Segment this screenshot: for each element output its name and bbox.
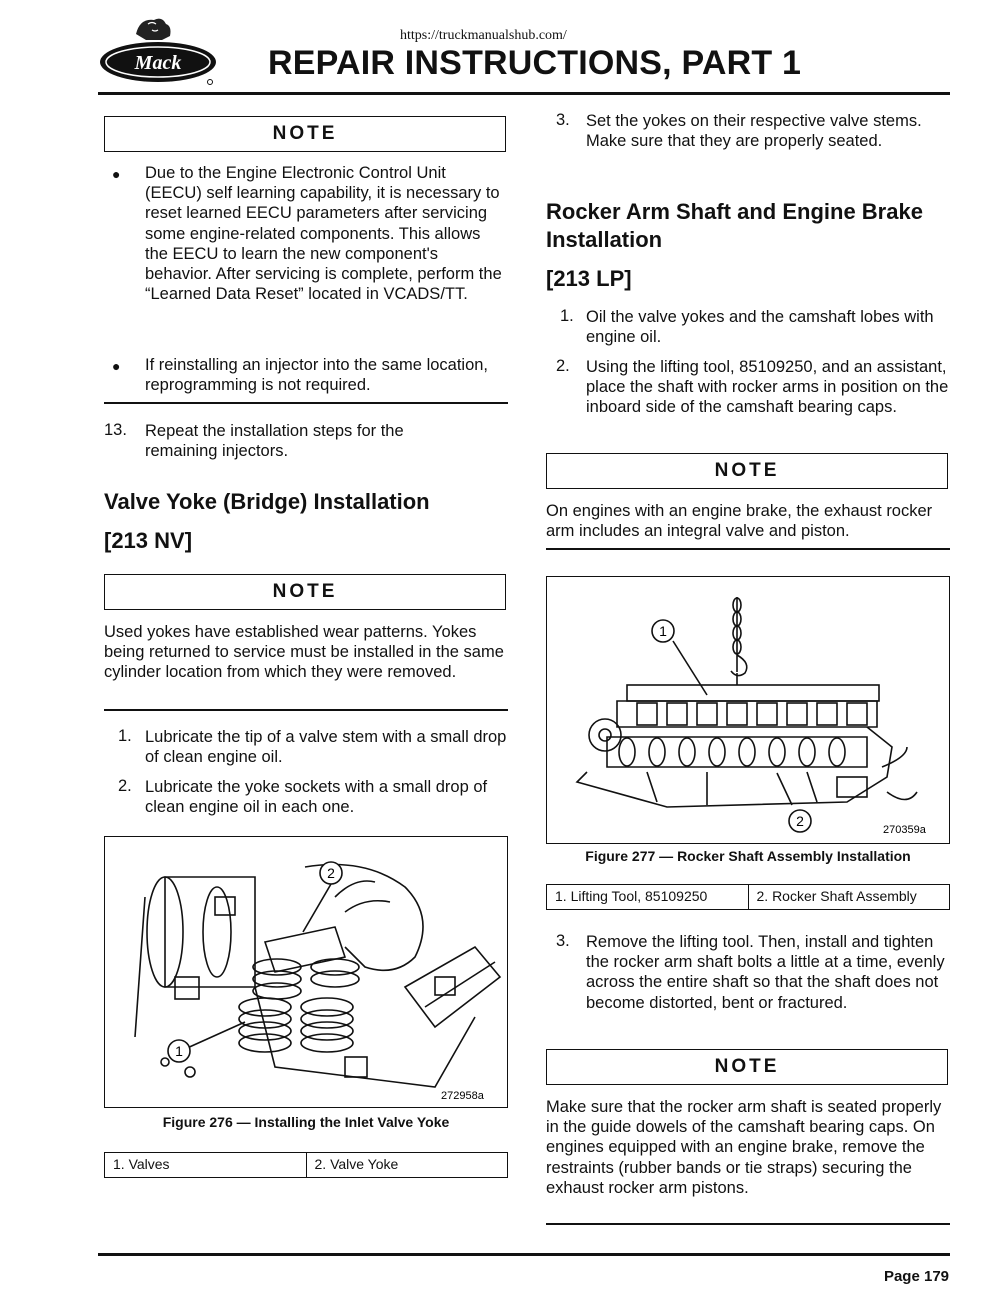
step-number: 2. <box>556 357 570 375</box>
figure-276-caption: Figure 276 — Installing the Inlet Valve Yoke <box>162 1114 450 1130</box>
note-end-rule <box>104 709 508 711</box>
footer-rule <box>98 1253 950 1256</box>
callout-2: 2 <box>796 813 804 829</box>
figure-277-illustration <box>546 576 950 844</box>
figure-276-illustration <box>104 836 508 1108</box>
note-text-yokes: Used yokes have established wear patterns. Yokes being returned to service must be installed in the same cylinder location from which they were removed. <box>104 623 504 682</box>
callout-1: 1 <box>175 1043 183 1059</box>
note-bullet-1: Due to the Engine Electronic Control Unit (EECU) self learning capability, it is necessary to reset learned EECU parameters after servicing some engine-related components. This allows the EECU to learn the new component's behavior. After servicing is complete, perform the “Learned Data Reset” located in VCADS/TT. <box>145 164 502 304</box>
figure-277-caption: Figure 277 — Rocker Shaft Assembly Installation <box>585 848 911 864</box>
header-rule <box>98 92 950 95</box>
step-number: 1. <box>560 307 574 325</box>
note-end-rule <box>546 548 950 550</box>
figure-276-legend <box>104 1152 508 1178</box>
bullet-dot: ● <box>112 166 121 182</box>
mack-logo <box>96 14 220 86</box>
step-3-remove-tool: Remove the lifting tool. Then, install and tighten the rocker arm shaft bolts a little at a time, evenly across the entire shaft so that the shaft does not become distorted, bent or fractured. <box>586 933 945 1012</box>
legend-item-1: 1. Valves <box>113 1156 170 1172</box>
note-text-engine-brake: On engines with an engine brake, the exhaust rocker arm includes an integral valve and piston. <box>546 502 933 541</box>
note-text-rocker-seated: Make sure that the rocker arm shaft is seated properly in the guide dowels of the camshaft bearing caps. On engines equipped with an engine brake, remove the restraints (rubber bands or tie straps) securing the exhaust rocker arm pistons. <box>546 1098 942 1197</box>
step-3-set-yokes: Set the yokes on their respective valve stems. Make sure that they are properly seated. <box>586 112 922 151</box>
callout-1: 1 <box>659 623 667 639</box>
figure-code: 270359a <box>883 824 926 836</box>
logo-text: Mack <box>134 52 182 74</box>
step-2-lifting-tool: Using the lifting tool, 85109250, and an assistant, place the shaft with rocker arms in position on the inboard side of the camshaft bearing caps. <box>586 358 949 417</box>
section-heading-rocker-arm: Rocker Arm Shaft and Engine Brake Installation <box>546 199 923 252</box>
step-2-text: Lubricate the yoke sockets with a small drop of clean engine oil in each one. <box>145 778 488 817</box>
legend-item-2: 2. Rocker Shaft Assembly <box>748 885 950 909</box>
step-number: 1. <box>118 727 132 745</box>
note-box-label: NOTE <box>104 116 506 152</box>
page-number: Page 179 <box>883 1268 949 1285</box>
section-heading-valve-yoke: Valve Yoke (Bridge) Installation <box>104 489 430 514</box>
step-1-oil-yokes: Oil the valve yokes and the camshaft lobes with engine oil. <box>586 308 934 347</box>
step-number: 3. <box>556 111 570 129</box>
bullet-dot: ● <box>112 358 121 374</box>
step-number: 13. <box>104 421 127 439</box>
source-url: https://truckmanualshub.com/ <box>400 28 567 43</box>
note-end-rule <box>546 1223 950 1225</box>
step-number: 3. <box>556 932 570 950</box>
step-13-text: Repeat the installation steps for the remaining injectors. <box>145 422 404 461</box>
page-title: REPAIR INSTRUCTIONS, PART 1 <box>268 44 802 82</box>
note-end-rule <box>104 402 508 404</box>
figure-277-legend <box>546 884 950 910</box>
legend-item-1: 1. Lifting Tool, 85109250 <box>555 888 708 904</box>
figure-code: 272958a <box>441 1090 484 1102</box>
section-code: [213 LP] <box>546 266 632 291</box>
step-1-text: Lubricate the tip of a valve stem with a small drop of clean engine oil. <box>145 728 507 767</box>
note-box-label: NOTE <box>546 1049 948 1085</box>
note-bullet-2: If reinstalling an injector into the same location, reprogramming is not required. <box>145 356 489 395</box>
legend-item-2: 2. Valve Yoke <box>306 1153 508 1177</box>
section-code: [213 NV] <box>104 528 193 553</box>
callout-2: 2 <box>327 865 335 881</box>
step-number: 2. <box>118 777 132 795</box>
note-box-label: NOTE <box>546 453 948 489</box>
note-box-label: NOTE <box>104 574 506 610</box>
